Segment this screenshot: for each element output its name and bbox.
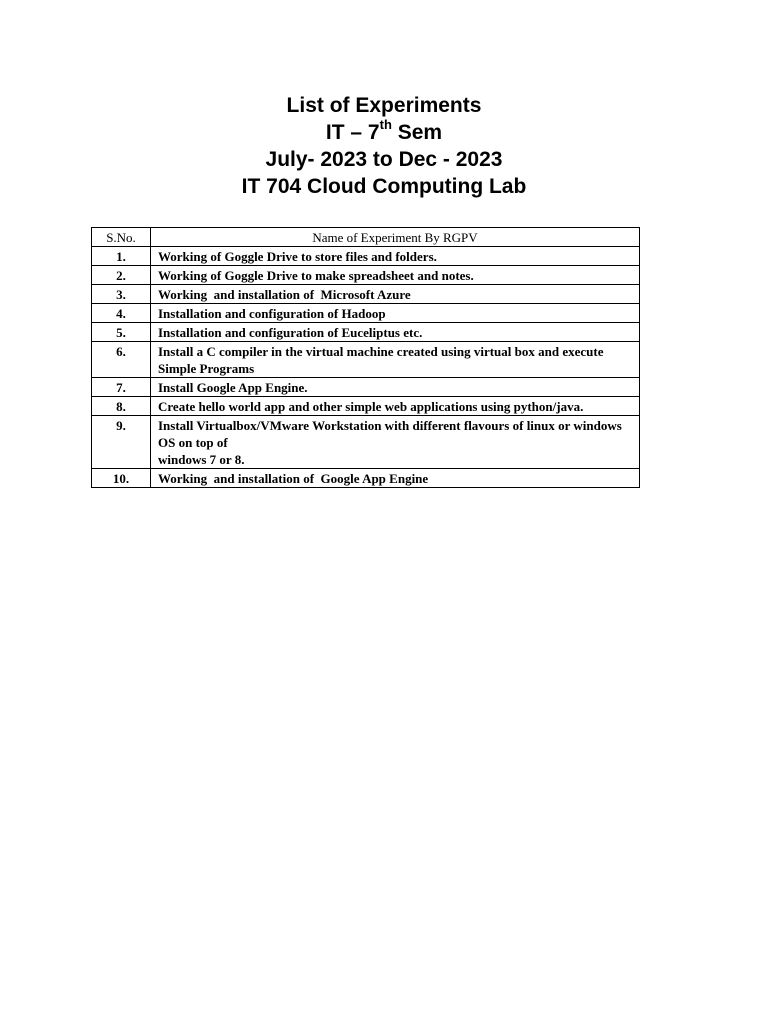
row-experiment-name bbox=[151, 304, 640, 323]
experiment-text: Working of Goggle Drive to store files and folders. bbox=[158, 249, 437, 264]
table-row bbox=[92, 416, 640, 469]
row-serial-number: 6. bbox=[92, 342, 151, 378]
row-serial-number: 1. bbox=[92, 247, 151, 266]
row-serial-number: 10. bbox=[92, 469, 151, 488]
table-row bbox=[92, 469, 640, 488]
table-row bbox=[92, 304, 640, 323]
semester-superscript: th bbox=[379, 117, 392, 132]
table-row bbox=[92, 266, 640, 285]
row-experiment-name bbox=[151, 397, 640, 416]
experiment-text-continued: windows 7 or 8. bbox=[158, 452, 245, 467]
experiment-text: Working and installation of Google App Engine bbox=[158, 471, 429, 486]
table-header bbox=[92, 228, 640, 247]
experiment-text: Installation and configuration of Hadoop bbox=[158, 306, 386, 321]
document-heading bbox=[0, 92, 768, 200]
table-row bbox=[92, 378, 640, 397]
row-experiment-name bbox=[151, 247, 640, 266]
experiment-text: Install Virtualbox/VMware Workstation with different flavours of linux or windows OS on top of bbox=[158, 418, 622, 450]
row-serial-number: 2. bbox=[92, 266, 151, 285]
row-experiment-name bbox=[151, 469, 640, 488]
row-serial-number: 5. bbox=[92, 323, 151, 342]
experiment-text: Install Google App Engine. bbox=[158, 380, 308, 395]
row-serial-number: 8. bbox=[92, 397, 151, 416]
table-header-row bbox=[92, 228, 640, 247]
table-body bbox=[92, 247, 640, 488]
experiment-text: Working of Goggle Drive to make spreadsheet and notes. bbox=[158, 268, 474, 283]
table-row bbox=[92, 247, 640, 266]
table-row bbox=[92, 285, 640, 304]
experiments-table bbox=[91, 227, 640, 488]
row-experiment-name bbox=[151, 285, 640, 304]
row-serial-number: 4. bbox=[92, 304, 151, 323]
document-title: List of Experiments bbox=[286, 94, 482, 117]
row-experiment-name bbox=[151, 378, 640, 397]
experiment-text: Working and installation of Microsoft Azure bbox=[158, 287, 411, 302]
row-experiment-name bbox=[151, 342, 640, 378]
table-row bbox=[92, 323, 640, 342]
table-row bbox=[92, 342, 640, 378]
semester-line bbox=[0, 119, 768, 146]
row-experiment-name bbox=[151, 323, 640, 342]
experiment-text: Create hello world app and other simple web applications using python/java. bbox=[158, 399, 584, 414]
semester-suffix: Sem bbox=[391, 121, 443, 144]
column-header-experiment: Name of Experiment By RGPV bbox=[151, 228, 640, 247]
row-serial-number: 9. bbox=[92, 416, 151, 469]
semester-prefix: IT – 7 bbox=[325, 121, 380, 144]
experiment-text: Install a C compiler in the virtual machine created using virtual box and execute Simple Programs bbox=[158, 344, 604, 376]
column-header-sno: S.No. bbox=[92, 228, 151, 247]
session-line: July- 2023 to Dec - 2023 bbox=[265, 148, 503, 171]
experiment-text: Installation and configuration of Euceliptus etc. bbox=[158, 325, 423, 340]
row-serial-number: 7. bbox=[92, 378, 151, 397]
row-serial-number: 3. bbox=[92, 285, 151, 304]
row-experiment-name bbox=[151, 266, 640, 285]
table-row bbox=[92, 397, 640, 416]
course-title: IT 704 Cloud Computing Lab bbox=[241, 175, 527, 198]
row-experiment-name bbox=[151, 416, 640, 469]
